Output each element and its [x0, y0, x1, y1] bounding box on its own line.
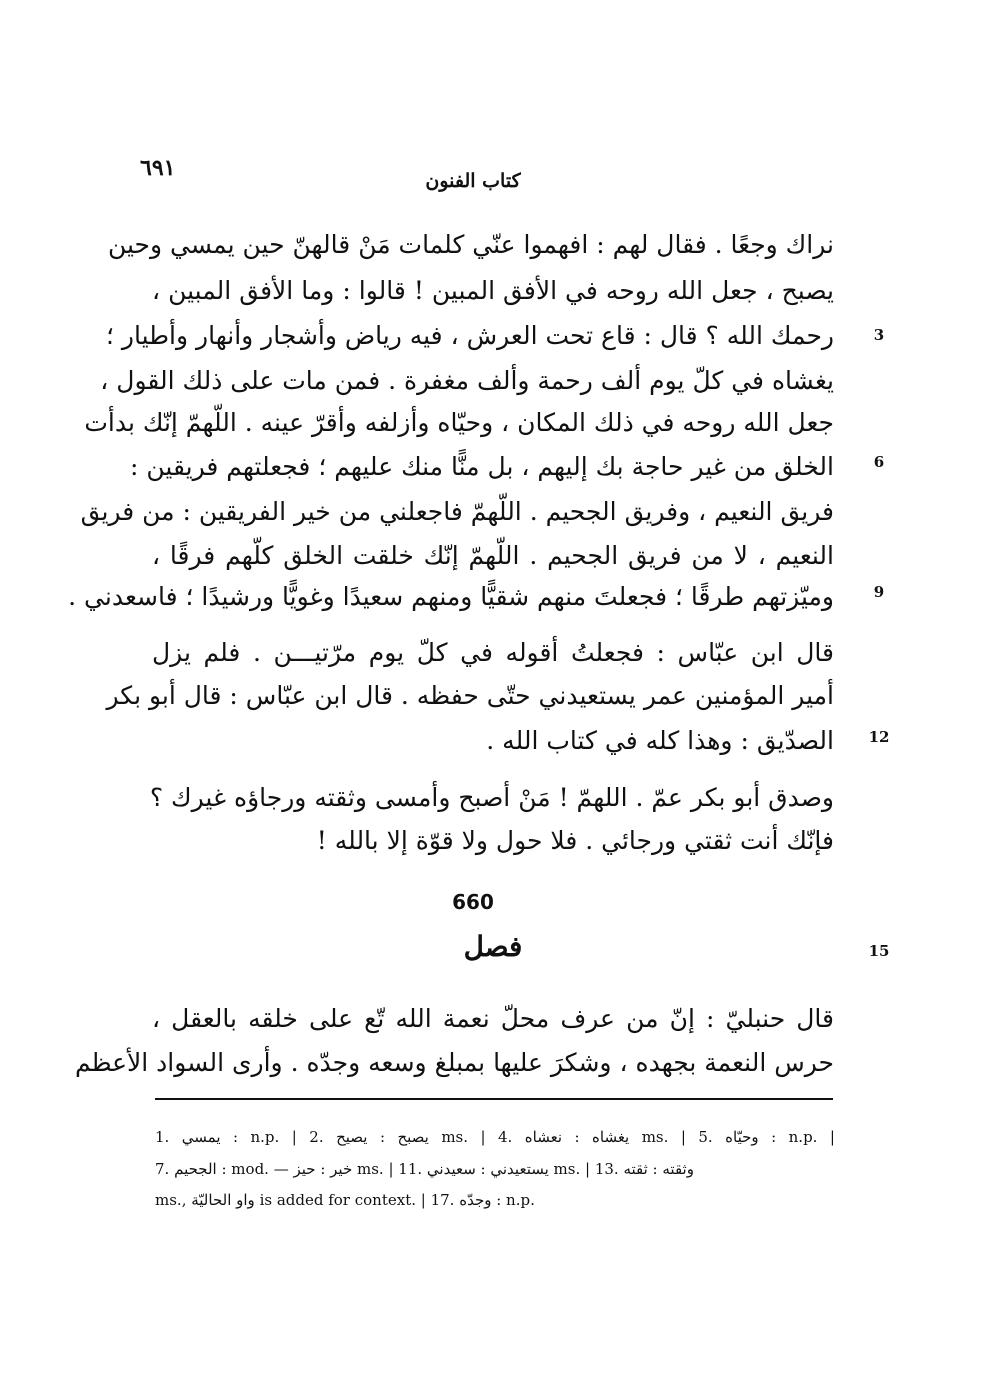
- body-line: نراك وجعًا . فقال لهم : افهموا عنّي كلمات مَنْ قالهنّ حين يمسي وحين: [107, 230, 834, 259]
- section-number: 660: [452, 890, 494, 914]
- body-line: فريق النعيم ، وفريق الجحيم . اللّهمّ فاجعلني من خير الفريقين : من فريق: [80, 497, 834, 526]
- line-number: 12: [868, 728, 890, 746]
- body-line: الصدّيق : وهذا كله في كتاب الله .: [486, 726, 834, 755]
- body-line: وصدق أبو بكر عمّ . اللهمّ ! مَنْ أصبح وأمسى وثقته ورجاؤه غيرك ؟: [149, 783, 834, 812]
- body-line: أمير المؤمنين عمر يستعيدني حتّى حفظه . قال ابن عبّاس : قال أبو بكر: [106, 681, 834, 710]
- body-line: جعل الله روحه في ذلك المكان ، وحيّاه وأزلفه وأقرّ عينه . اللّهمّ إنّك بدأت: [84, 408, 834, 437]
- footnote-line: 1. يمسي : n.p. | 2. يصبح : يصيح ms. | 4. يغشاه : نعشاه ms. | 5. وحيّاه : n.p. |: [155, 1128, 835, 1146]
- footnote-line: 7. الجحيم : mod. — خير : حيز ms. | 11. يستعيدني : سعيدني ms. | 13. وثقته : ثقته: [155, 1160, 694, 1178]
- line-number: 9: [873, 583, 885, 601]
- footnote-line: ms., واو الحاليّة is added for context. | 17. وجدّه : n.p.: [155, 1191, 535, 1209]
- section-title: فصل: [463, 930, 523, 963]
- running-title: كتاب الفنون: [425, 170, 521, 192]
- body-line: يغشاه في كلّ يوم ألف رحمة وألف مغفرة . فمن مات على ذلك القول ،: [100, 366, 834, 395]
- body-line: الخلق من غير حاجة بك إليهم ، بل منًّا منك عليهم ؛ فجعلتهم فريقين :: [130, 452, 834, 481]
- page-number: ٦٩١: [140, 155, 176, 181]
- body-line: رحمك الله ؟ قال : قاع تحت العرش ، فيه رياض وأشجار وأنهار وأطيار ؛: [106, 321, 834, 350]
- body-line: يصبح ، جعل الله روحه في الأفق المبين ! قالوا : وما الأفق المبين ،: [152, 276, 834, 305]
- body-line: حرس النعمة بجهده ، وشكرَ عليها بمبلغ وسعه وجدّه . وأرى السواد الأعظم: [74, 1048, 834, 1077]
- body-line: وميّزتهم طرقًا ؛ فجعلتَ منهم شقيًّا ومنهم سعيدًا وغويًّا ورشيدًا ؛ فاسعدني .: [68, 582, 834, 611]
- body-line: النعيم ، لا من فريق الجحيم . اللّهمّ إنّك خلقت الخلق كلّهم فرقًا ،: [152, 541, 834, 570]
- body-line: فإنّك أنت ثقتي ورجائي . فلا حول ولا قوّة إلا بالله !: [316, 826, 834, 855]
- footnote-divider: [155, 1098, 833, 1100]
- line-number: 15: [868, 942, 890, 960]
- line-number: 3: [873, 326, 885, 344]
- body-line: قال حنبليّ : إنّ من عرف محلّ نعمة الله تّع على خلقه بالعقل ،: [152, 1004, 834, 1033]
- line-number: 6: [873, 453, 885, 471]
- body-line: قال ابن عبّاس : فجعلتُ أقوله في كلّ يوم مرّتيـــن . فلم يزل: [152, 638, 834, 667]
